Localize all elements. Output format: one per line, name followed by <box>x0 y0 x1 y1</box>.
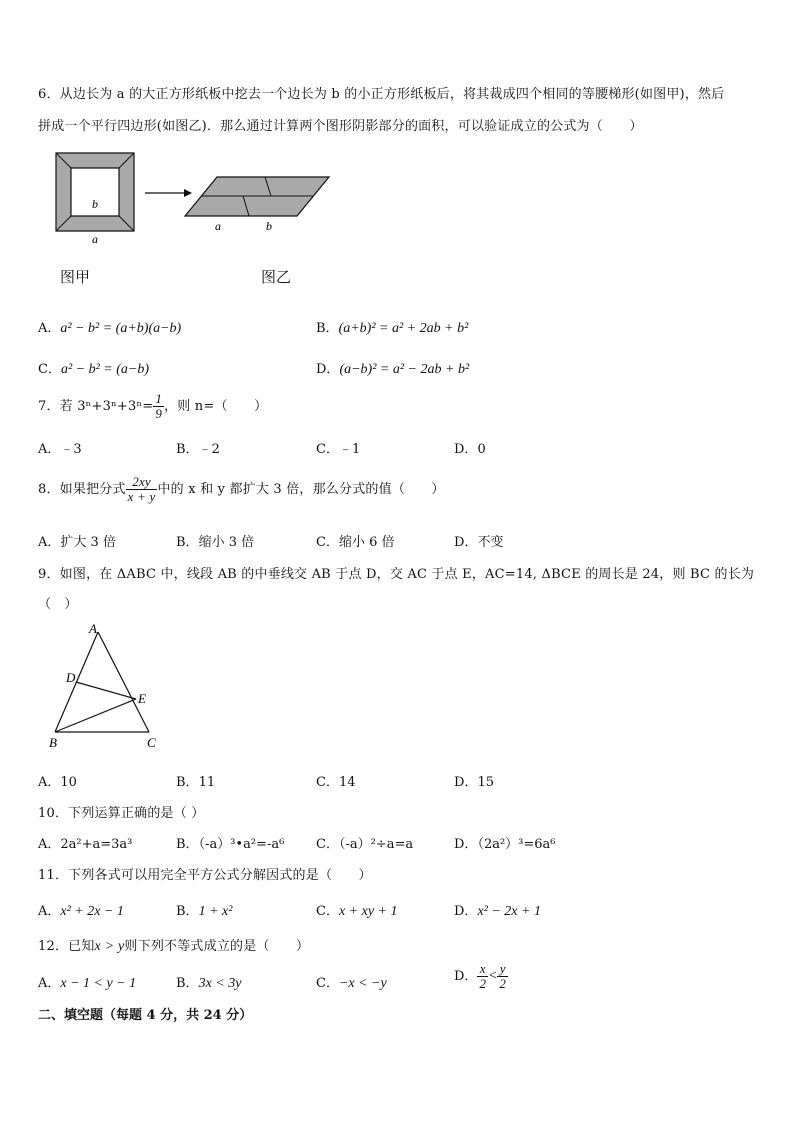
q7-option-a[interactable]: A．﹣3 <box>38 442 82 457</box>
q9-option-d[interactable]: D．15 <box>454 775 494 790</box>
q7-stem: 7．若 3ⁿ+3ⁿ+3ⁿ= $\frac{1}{9}$ ，则 n=（ ） <box>38 391 268 421</box>
q10-option-a[interactable]: A．2a²+a=3a³ <box>38 837 133 852</box>
q9-option-c[interactable]: C．14 <box>316 775 356 790</box>
q8-option-d[interactable]: D．不变 <box>454 535 504 550</box>
q12-option-c[interactable]: C．−x < −y <box>316 976 387 991</box>
q6-stem-line1: 6．从边长为 a 的大正方形纸板中挖去一个边长为 b 的小正方形纸板后，将其裁成四个相同的等腰梯形(如图甲)，然后 <box>38 87 725 102</box>
figure-jia <box>55 152 137 244</box>
q8-option-b[interactable]: B．缩小 3 倍 <box>176 535 255 550</box>
q7-option-d[interactable]: D．0 <box>454 442 486 457</box>
q6-stem-line2: 拼成一个平行四边形(如图乙)．那么通过计算两个图形阴影部分的面积，可以验证成立的公式为（ ） <box>38 119 643 134</box>
q12-option-a[interactable]: A．x − 1 < y − 1 <box>38 976 137 991</box>
q12-stem: 12．已知x > y则下列不等式成立的是（ ） <box>38 939 310 954</box>
fig-yi-label-b: b <box>266 219 272 233</box>
q9-stem-line2: （ ） <box>38 597 78 612</box>
point-a-label: A <box>89 621 97 636</box>
q7-fraction: $\frac{1}{9}$ <box>155 391 163 421</box>
caption-yi: 图乙 <box>261 268 292 286</box>
q11-option-b[interactable]: B．1 + x² <box>176 904 233 919</box>
q10-option-c[interactable]: C．（-a）²÷a=a <box>316 837 414 852</box>
section-fill-in-title: 二、填空题（每题 4 分，共 24 分） <box>38 1008 253 1023</box>
q11-option-c[interactable]: C．x + xy + 1 <box>316 904 398 919</box>
point-d-label: D <box>66 670 76 685</box>
fig-yi-label-a: a <box>215 219 221 233</box>
caption-jia: 图甲 <box>60 268 91 286</box>
q10-option-d[interactable]: D．（2a²）³=6a⁶ <box>454 837 556 852</box>
point-b-label: B <box>49 735 57 750</box>
q11-stem: 11．下列各式可以用完全平方公式分解因式的是（ ） <box>38 868 372 883</box>
q9-option-a[interactable]: A．10 <box>38 775 77 790</box>
fig-jia-label-b: b <box>92 197 98 211</box>
q8-option-a[interactable]: A．扩大 3 倍 <box>38 535 116 550</box>
q6-option-b[interactable]: B．(a+b)² = a² + 2ab + b² <box>316 321 469 336</box>
figure-yi <box>183 174 333 234</box>
q8-stem: 8．如果把分式 $\frac{2xy}{x + y}$ 中的 x 和 y 都扩大 3 倍，那么分式的值（ ） <box>38 474 445 504</box>
q9-option-b[interactable]: B．11 <box>176 775 216 790</box>
q6-option-c[interactable]: C．a² − b² = (a−b) <box>38 362 150 377</box>
q10-stem: 10．下列运算正确的是（ ） <box>38 806 205 821</box>
q9-stem-line1: 9．如图，在 ΔABC 中，线段 AB 的中垂线交 AB 于点 D，交 AC 于点 E，AC=14, ΔBCE 的周长是 24，则 BC 的长为 <box>38 567 755 582</box>
q6-option-a[interactable]: A．a² − b² = (a+b)(a−b) <box>38 321 182 336</box>
q6-option-d[interactable]: D．(a−b)² = a² − 2ab + b² <box>316 362 470 377</box>
point-e-label: E <box>138 691 146 706</box>
q10-option-b[interactable]: B．（-a）³•a²=-a⁶ <box>176 837 285 852</box>
q12-option-b[interactable]: B．3x < 3y <box>176 976 242 991</box>
q8-option-c[interactable]: C．缩小 6 倍 <box>316 535 395 550</box>
q12-option-d[interactable]: D． $\frac{x}{2}$ < $\frac{y}{2}$ <box>454 961 506 991</box>
q8-fraction: $\frac{2xy}{x + y}$ <box>127 474 156 504</box>
q7-option-c[interactable]: C．﹣1 <box>316 442 361 457</box>
triangle-figure <box>45 620 170 752</box>
fig-jia-label-a: a <box>92 232 98 244</box>
point-c-label: C <box>147 735 156 750</box>
q11-option-d[interactable]: D．x² − 2x + 1 <box>454 904 541 919</box>
q11-option-a[interactable]: A．x² + 2x − 1 <box>38 904 124 919</box>
q7-option-b[interactable]: B．﹣2 <box>176 442 220 457</box>
